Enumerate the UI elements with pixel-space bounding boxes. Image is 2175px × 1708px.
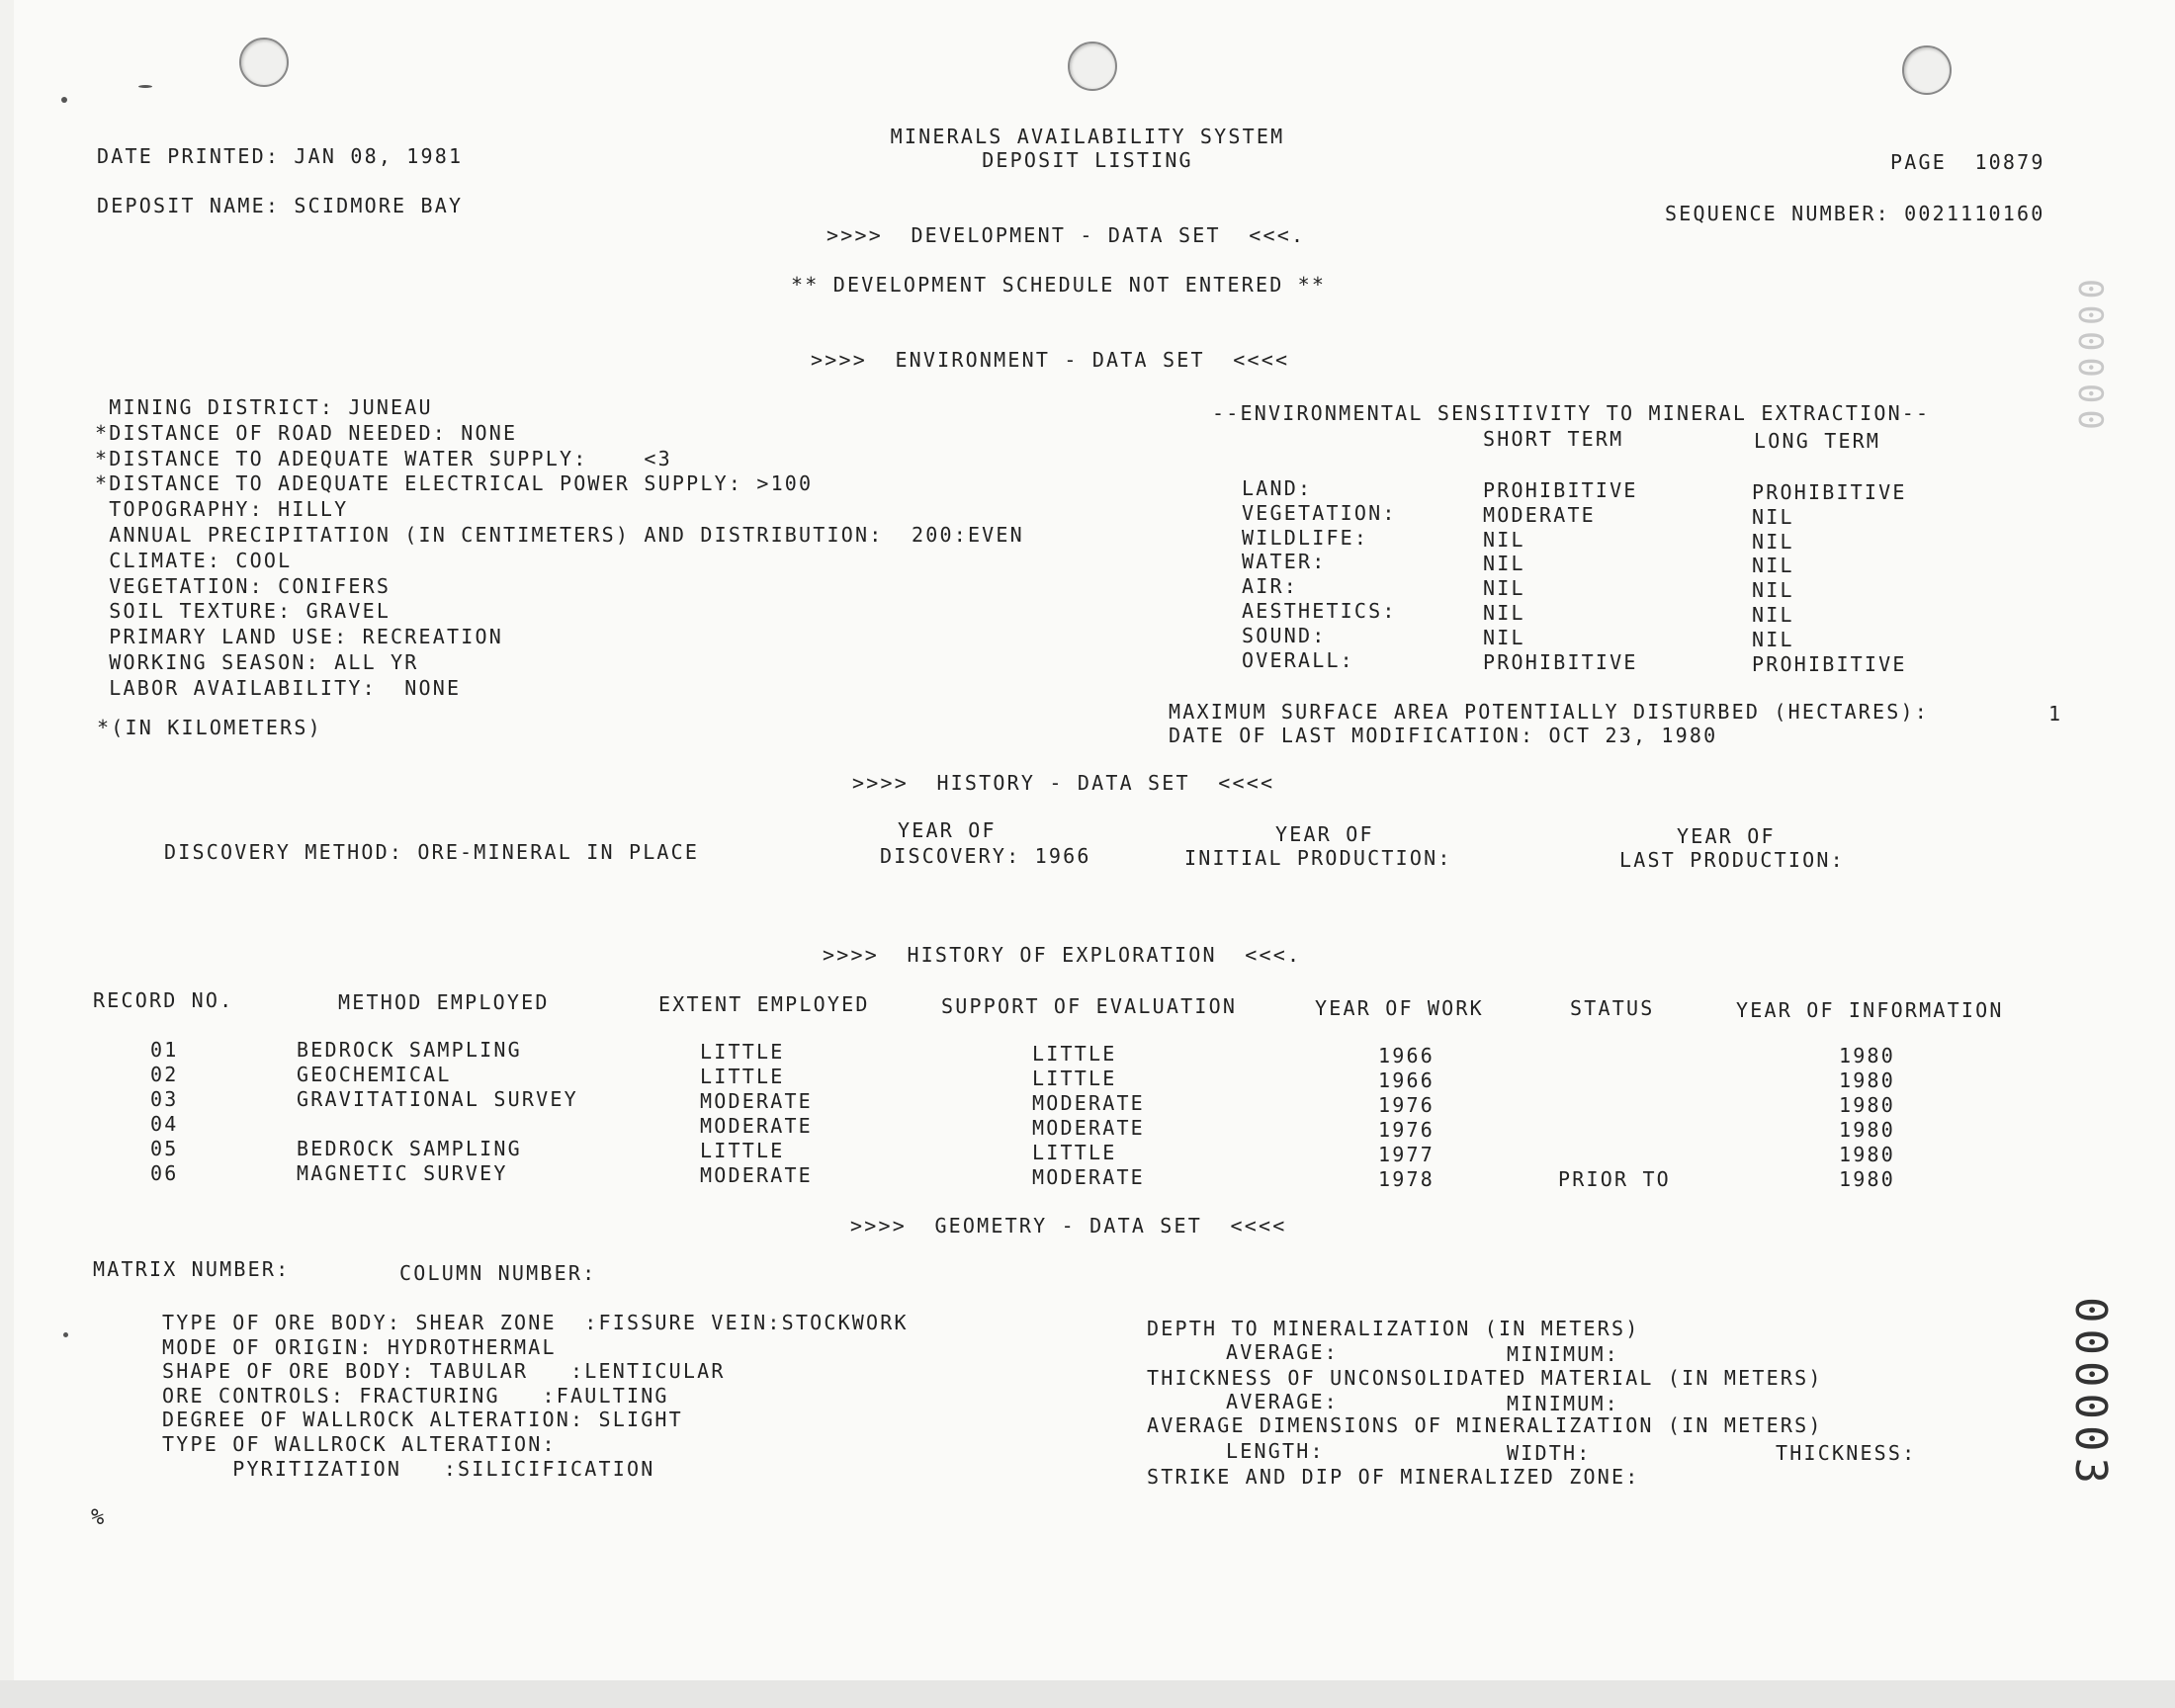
sensitivity-short: MODERATE (1483, 502, 1596, 527)
environment-line: *DISTANCE OF ROAD NEEDED: NONE (95, 420, 518, 445)
sensitivity-long: NIL (1752, 578, 1794, 603)
edge-stamp: 000003 (2065, 1297, 2116, 1490)
sensitivity-short: NIL (1483, 576, 1525, 601)
exploration-info-year: 1980 (1839, 1118, 1895, 1142)
dimensions-title: AVERAGE DIMENSIONS OF MINERALIZATION (IN METERS) (1147, 1413, 1823, 1437)
last-modification: DATE OF LAST MODIFICATION: OCT 23, 1980 (1169, 724, 1718, 747)
environment-line: MINING DISTRICT: JUNEAU (95, 395, 433, 419)
deposit-name: DEPOSIT NAME: SCIDMORE BAY (97, 194, 464, 217)
sensitivity-short: NIL (1483, 625, 1525, 649)
speck-mark (63, 1332, 68, 1337)
exploration-year: 1976 (1378, 1093, 1435, 1117)
exploration-record-no: 04 (150, 1112, 179, 1136)
exploration-support: MODERATE (1032, 1091, 1145, 1115)
sensitivity-long: PROHIBITIVE (1752, 651, 1907, 676)
environment-line: ANNUAL PRECIPITATION (IN CENTIMETERS) AND DISTRIBUTION: 200:EVEN (95, 523, 1024, 547)
exploration-extent: MODERATE (700, 1114, 813, 1138)
footer-mark: % (91, 1505, 107, 1530)
sensitivity-label: LAND: (1242, 476, 1313, 500)
last-production: LAST PRODUCTION: (1619, 848, 1845, 872)
sequence-number: SEQUENCE NUMBER: 0021110160 (1665, 202, 2045, 225)
geometry-line: DEGREE OF WALLROCK ALTERATION: SLIGHT (162, 1408, 683, 1432)
sensitivity-label: WILDLIFE: (1242, 525, 1369, 550)
exploration-col-header: YEAR OF INFORMATION (1736, 998, 2004, 1022)
depth-minimum: MINIMUM: (1507, 1342, 1619, 1366)
sensitivity-short: NIL (1483, 527, 1525, 552)
sensitivity-long: NIL (1752, 529, 1794, 554)
history-heading: >>>> HISTORY - DATA SET <<<< (852, 771, 1275, 795)
sensitivity-label: OVERALL: (1242, 647, 1354, 672)
exploration-extent: MODERATE (700, 1089, 813, 1113)
strike-dip: STRIKE AND DIP OF MINERALIZED ZONE: (1147, 1465, 1640, 1489)
sensitivity-col-short: SHORT TERM (1483, 427, 1624, 451)
exploration-record-no: 03 (150, 1087, 179, 1111)
geometry-heading: >>>> GEOMETRY - DATA SET <<<< (850, 1214, 1287, 1238)
year-of-label-initial: YEAR OF (1275, 822, 1374, 846)
depth-average: AVERAGE: (1226, 1340, 1339, 1364)
geometry-line: TYPE OF WALLROCK ALTERATION: (162, 1432, 557, 1456)
sensitivity-long: NIL (1752, 627, 1794, 651)
geometry-line: TYPE OF ORE BODY: SHEAR ZONE :FISSURE VEIN:STOCKWORK (162, 1311, 909, 1334)
sensitivity-long: PROHIBITIVE (1752, 480, 1907, 504)
exploration-year: 1978 (1378, 1167, 1435, 1191)
geometry-line: PYRITIZATION :SILICIFICATION (162, 1456, 655, 1481)
dimensions-length: LENGTH: (1226, 1439, 1325, 1463)
environment-footnote: *(IN KILOMETERS) (97, 716, 322, 739)
discovery-year: DISCOVERY: 1966 (880, 844, 1091, 868)
page-number: PAGE 10879 (1890, 150, 2045, 174)
thickness-title: THICKNESS OF UNCONSOLIDATED MATERIAL (IN METERS) (1147, 1366, 1823, 1390)
exploration-extent: LITTLE (700, 1139, 785, 1162)
geometry-line: MODE OF ORIGIN: HYDROTHERMAL (162, 1334, 557, 1359)
exploration-method: GEOCHEMICAL (297, 1063, 452, 1086)
exploration-method: MAGNETIC SURVEY (297, 1161, 508, 1185)
exploration-extent: MODERATE (700, 1163, 813, 1187)
sensitivity-short: NIL (1483, 552, 1525, 576)
thickness-average: AVERAGE: (1226, 1390, 1339, 1413)
exploration-method: BEDROCK SAMPLING (297, 1038, 522, 1062)
punch-hole-center (1068, 42, 1117, 91)
exploration-record-no: 02 (150, 1063, 179, 1086)
exploration-support: MODERATE (1032, 1116, 1145, 1140)
exploration-record-no: 01 (150, 1038, 179, 1062)
exploration-year: 1977 (1378, 1143, 1435, 1166)
year-of-label-last: YEAR OF (1677, 824, 1776, 848)
punch-hole-right (1902, 45, 1952, 95)
exploration-info-year: 1980 (1839, 1143, 1895, 1166)
exploration-support: MODERATE (1032, 1165, 1145, 1189)
exploration-year: 1976 (1378, 1118, 1435, 1142)
exploration-status: PRIOR TO (1558, 1167, 1671, 1191)
exploration-info-year: 1980 (1839, 1167, 1895, 1191)
environment-line: *DISTANCE TO ADEQUATE ELECTRICAL POWER SUPPLY: >100 (95, 471, 814, 496)
exploration-extent: LITTLE (700, 1065, 785, 1088)
development-heading: >>>> DEVELOPMENT - DATA SET <<<. (826, 223, 1306, 247)
exploration-info-year: 1980 (1839, 1044, 1895, 1068)
listing-title: DEPOSIT LISTING (982, 148, 1193, 172)
exploration-heading: >>>> HISTORY OF EXPLORATION <<<. (823, 943, 1302, 967)
exploration-record-no: 06 (150, 1161, 179, 1185)
year-of-label-discovery: YEAR OF (898, 818, 997, 842)
exploration-col-header: EXTENT EMPLOYED (658, 992, 870, 1016)
sensitivity-label: AESTHETICS: (1242, 599, 1397, 623)
matrix-number: MATRIX NUMBER: (93, 1257, 291, 1281)
sensitivity-short: PROHIBITIVE (1483, 478, 1638, 502)
speck-mark (61, 97, 67, 103)
initial-production: INITIAL PRODUCTION: (1184, 846, 1452, 870)
speck-mark (138, 85, 152, 88)
development-note: ** DEVELOPMENT SCHEDULE NOT ENTERED ** (791, 273, 1327, 297)
page-bottom-edge (0, 1680, 2175, 1708)
date-printed: DATE PRINTED: JAN 08, 1981 (97, 144, 464, 168)
max-surface-label: MAXIMUM SURFACE AREA POTENTIALLY DISTURBED (HECTARES): (1169, 700, 1930, 724)
environment-line: SOIL TEXTURE: GRAVEL (95, 599, 392, 624)
exploration-info-year: 1980 (1839, 1068, 1895, 1092)
exploration-info-year: 1980 (1839, 1093, 1895, 1117)
exploration-year: 1966 (1378, 1068, 1435, 1092)
exploration-support: LITTLE (1032, 1067, 1117, 1090)
exploration-record-no: 05 (150, 1137, 179, 1160)
sensitivity-short: PROHIBITIVE (1483, 649, 1638, 674)
sensitivity-label: AIR: (1242, 574, 1298, 599)
exploration-col-header: SUPPORT OF EVALUATION (941, 994, 1238, 1018)
sensitivity-label: SOUND: (1242, 623, 1327, 647)
max-surface-value: 1 (2048, 702, 2063, 726)
sensitivity-title: --ENVIRONMENTAL SENSITIVITY TO MINERAL EXTRACTION-- (1212, 401, 1931, 425)
exploration-col-header: METHOD EMPLOYED (338, 990, 550, 1014)
exploration-col-header: RECORD NO. (93, 988, 234, 1012)
sensitivity-long: NIL (1752, 504, 1794, 529)
exploration-col-header: STATUS (1570, 996, 1655, 1020)
environment-line: VEGETATION: CONIFERS (95, 573, 392, 598)
punch-hole-left (239, 38, 289, 87)
exploration-support: LITTLE (1032, 1141, 1117, 1164)
column-number: COLUMN NUMBER: (399, 1261, 597, 1285)
edge-stamp-faint: 000000 (2070, 279, 2110, 436)
environment-heading: >>>> ENVIRONMENT - DATA SET <<<< (811, 348, 1290, 372)
sensitivity-long: NIL (1752, 603, 1794, 627)
thickness-minimum: MINIMUM: (1507, 1392, 1619, 1415)
sensitivity-label: WATER: (1242, 550, 1327, 574)
depth-title: DEPTH TO MINERALIZATION (IN METERS) (1147, 1317, 1640, 1340)
system-title: MINERALS AVAILABILITY SYSTEM (890, 125, 1285, 148)
geometry-line: SHAPE OF ORE BODY: TABULAR :LENTICULAR (162, 1359, 726, 1384)
environment-line: PRIMARY LAND USE: RECREATION (95, 625, 503, 649)
sensitivity-label: VEGETATION: (1242, 500, 1397, 525)
discovery-method: DISCOVERY METHOD: ORE-MINERAL IN PLACE (164, 840, 700, 864)
environment-line: CLIMATE: COOL (95, 548, 293, 572)
sensitivity-short: NIL (1483, 601, 1525, 625)
environment-line: TOPOGRAPHY: HILLY (95, 497, 349, 522)
exploration-method: BEDROCK SAMPLING (297, 1137, 522, 1160)
dimensions-thickness: THICKNESS: (1776, 1441, 1917, 1465)
exploration-year: 1966 (1378, 1044, 1435, 1068)
exploration-col-header: YEAR OF WORK (1315, 996, 1484, 1020)
geometry-line: ORE CONTROLS: FRACTURING :FAULTING (162, 1383, 669, 1408)
environment-line: LABOR AVAILABILITY: NONE (95, 675, 462, 700)
environment-line: *DISTANCE TO ADEQUATE WATER SUPPLY: <3 (95, 446, 672, 470)
environment-line: WORKING SEASON: ALL YR (95, 650, 419, 674)
dimensions-width: WIDTH: (1507, 1441, 1592, 1465)
exploration-extent: LITTLE (700, 1040, 785, 1064)
exploration-method: GRAVITATIONAL SURVEY (297, 1087, 578, 1111)
sensitivity-col-long: LONG TERM (1754, 429, 1881, 453)
sensitivity-long: NIL (1752, 554, 1794, 578)
exploration-support: LITTLE (1032, 1042, 1117, 1066)
